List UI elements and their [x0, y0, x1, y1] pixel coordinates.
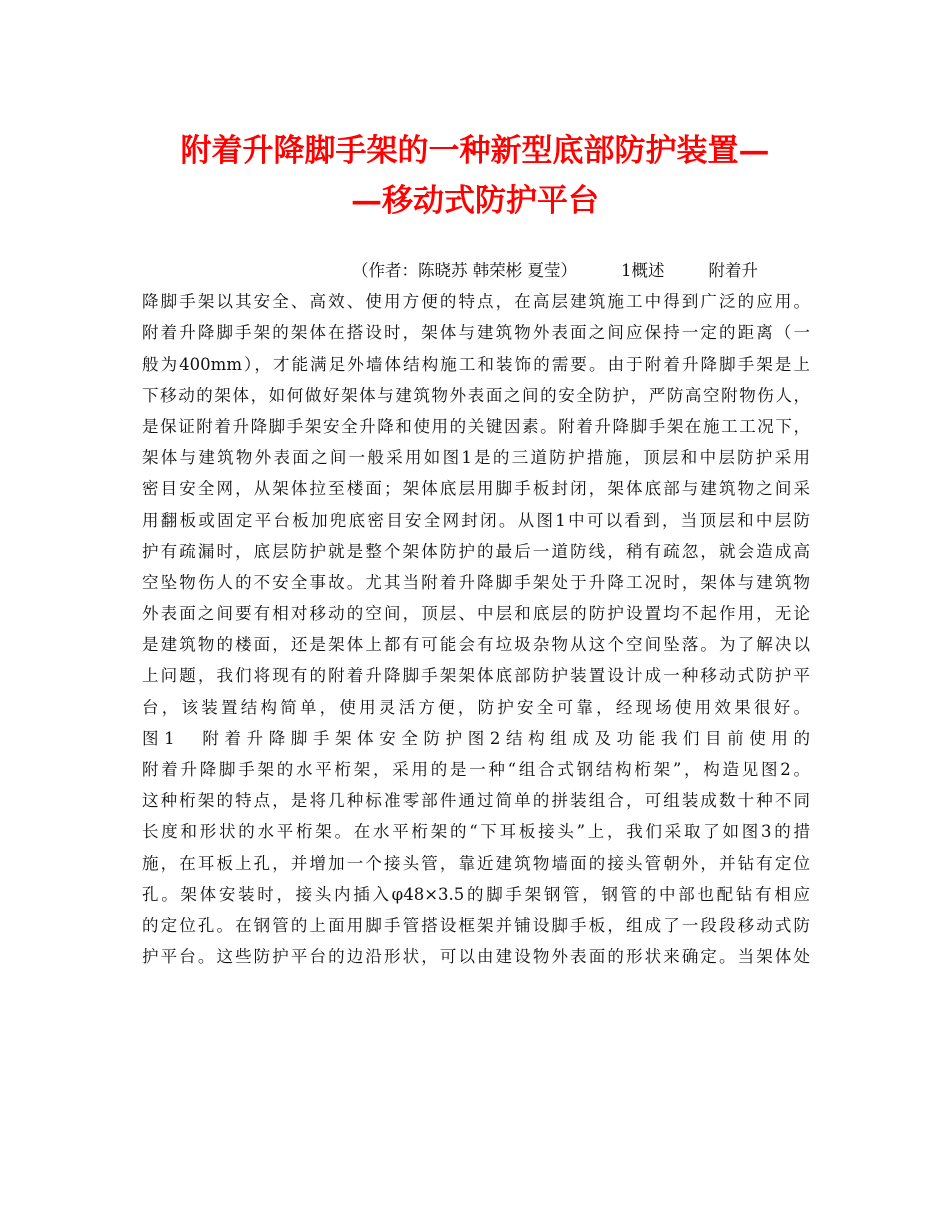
- paragraph-line: 护平台。这些防护平台的边沿形状，可以由建设物外表面的形状来确定。当架体处: [142, 947, 810, 967]
- paragraph-line: 这种桁架的特点，是将几种标准零部件通过简单的拼装组合，可组装成数十种不同: [142, 791, 810, 811]
- paragraph-line: 空坠物伤人的不安全事故。尤其当附着升降脚手架处于升降工况时，架体与建筑物: [142, 572, 810, 592]
- paragraph-line: 护有疏漏时，底层防护就是整个架体防护的最后一道防线，稍有疏忽，就会造成高: [142, 541, 810, 561]
- figure-caption-row: [142, 723, 810, 754]
- document-body: [142, 255, 810, 972]
- paragraph-line: 般为400mm），才能满足外墙体结构施工和装饰的需要。由于附着升降脚手架是上: [142, 354, 810, 374]
- paragraph-line: 外表面之间要有相对移动的空间，顶层、中层和底层的防护设置均不起作用，无论: [142, 604, 810, 624]
- paragraph-line: 的定位孔。在钢管的上面用脚手管搭设框架并铺设脚手板，组成了一段段移动式防: [142, 915, 810, 935]
- paragraph-line: 用翻板或固定平台板加兜底密目安全网封闭。从图1中可以看到，当顶层和中层防: [142, 510, 810, 530]
- paragraph-line: 施，在耳板上孔，并增加一个接头管，靠近建筑物墙面的接头管朝外，并钻有定位: [142, 853, 810, 873]
- figure-1-caption: 图1 附着升降脚手架体安全防护图: [142, 728, 490, 748]
- title-line: —移动式防护平台: [351, 183, 599, 219]
- paragraph-line: 是保证附着升降脚手架安全升降和使用的关键因素。附着升降脚手架在施工工况下，: [142, 416, 810, 436]
- section-heading-overview: 1概述: [621, 261, 665, 280]
- paragraph-line: 长度和形状的水平桁架。在水平桁架的“下耳板接头”上，我们采取了如图3的措: [142, 822, 810, 842]
- paragraph-line: 孔。架体安装时，接头内插入φ48×3.5的脚手架钢管，钢管的中部也配钻有相应: [142, 884, 810, 904]
- byline-row: [142, 255, 810, 286]
- paragraph-line: 密目安全网，从架体拉至楼面；架体底层用脚手板封闭，架体底部与建筑物之间采: [142, 479, 810, 499]
- paragraph-line: 上问题，我们将现有的附着升降脚手架架体底部防护装置设计成一种移动式防护平: [142, 666, 810, 686]
- paragraph-line: 降脚手架以其安全、高效、使用方便的特点，在高层建筑施工中得到广泛的应用。: [142, 292, 810, 312]
- paragraph-line: 下移动的架体，如何做好架体与建筑物外表面之间的安全防护，严防高空附物伤人，: [142, 385, 810, 405]
- paragraph-line: 架体与建筑物外表面之间一般采用如图1是的三道防护措施，顶层和中层防护采用: [142, 448, 810, 468]
- document-title: [120, 126, 830, 226]
- section-heading-structure: 2结构组成及功能: [489, 728, 661, 748]
- paragraph-text: 附着升: [708, 261, 758, 280]
- author-byline: （作者：陈晓苏 韩荣彬 夏莹）: [352, 261, 577, 280]
- paragraph-line: 是建筑物的楼面，还是架体上都有可能会有垃圾杂物从这个空间坠落。为了解决以: [142, 635, 810, 655]
- title-line: 附着升降脚手架的一种新型底部防护装置—: [180, 133, 770, 169]
- paragraph-line: 附着升降脚手架的架体在搭设时，架体与建筑物外表面之间应保持一定的距离（一: [142, 323, 810, 343]
- paragraph-text: 我们目前使用的: [660, 728, 811, 748]
- paragraph-line: 台，该装置结构简单，使用灵活方便，防护安全可靠，经现场使用效果很好。: [142, 697, 810, 717]
- paragraph-line: 附着升降脚手架的水平桁架，采用的是一种“组合式钢结构桁架”，构造见图2。: [142, 760, 810, 779]
